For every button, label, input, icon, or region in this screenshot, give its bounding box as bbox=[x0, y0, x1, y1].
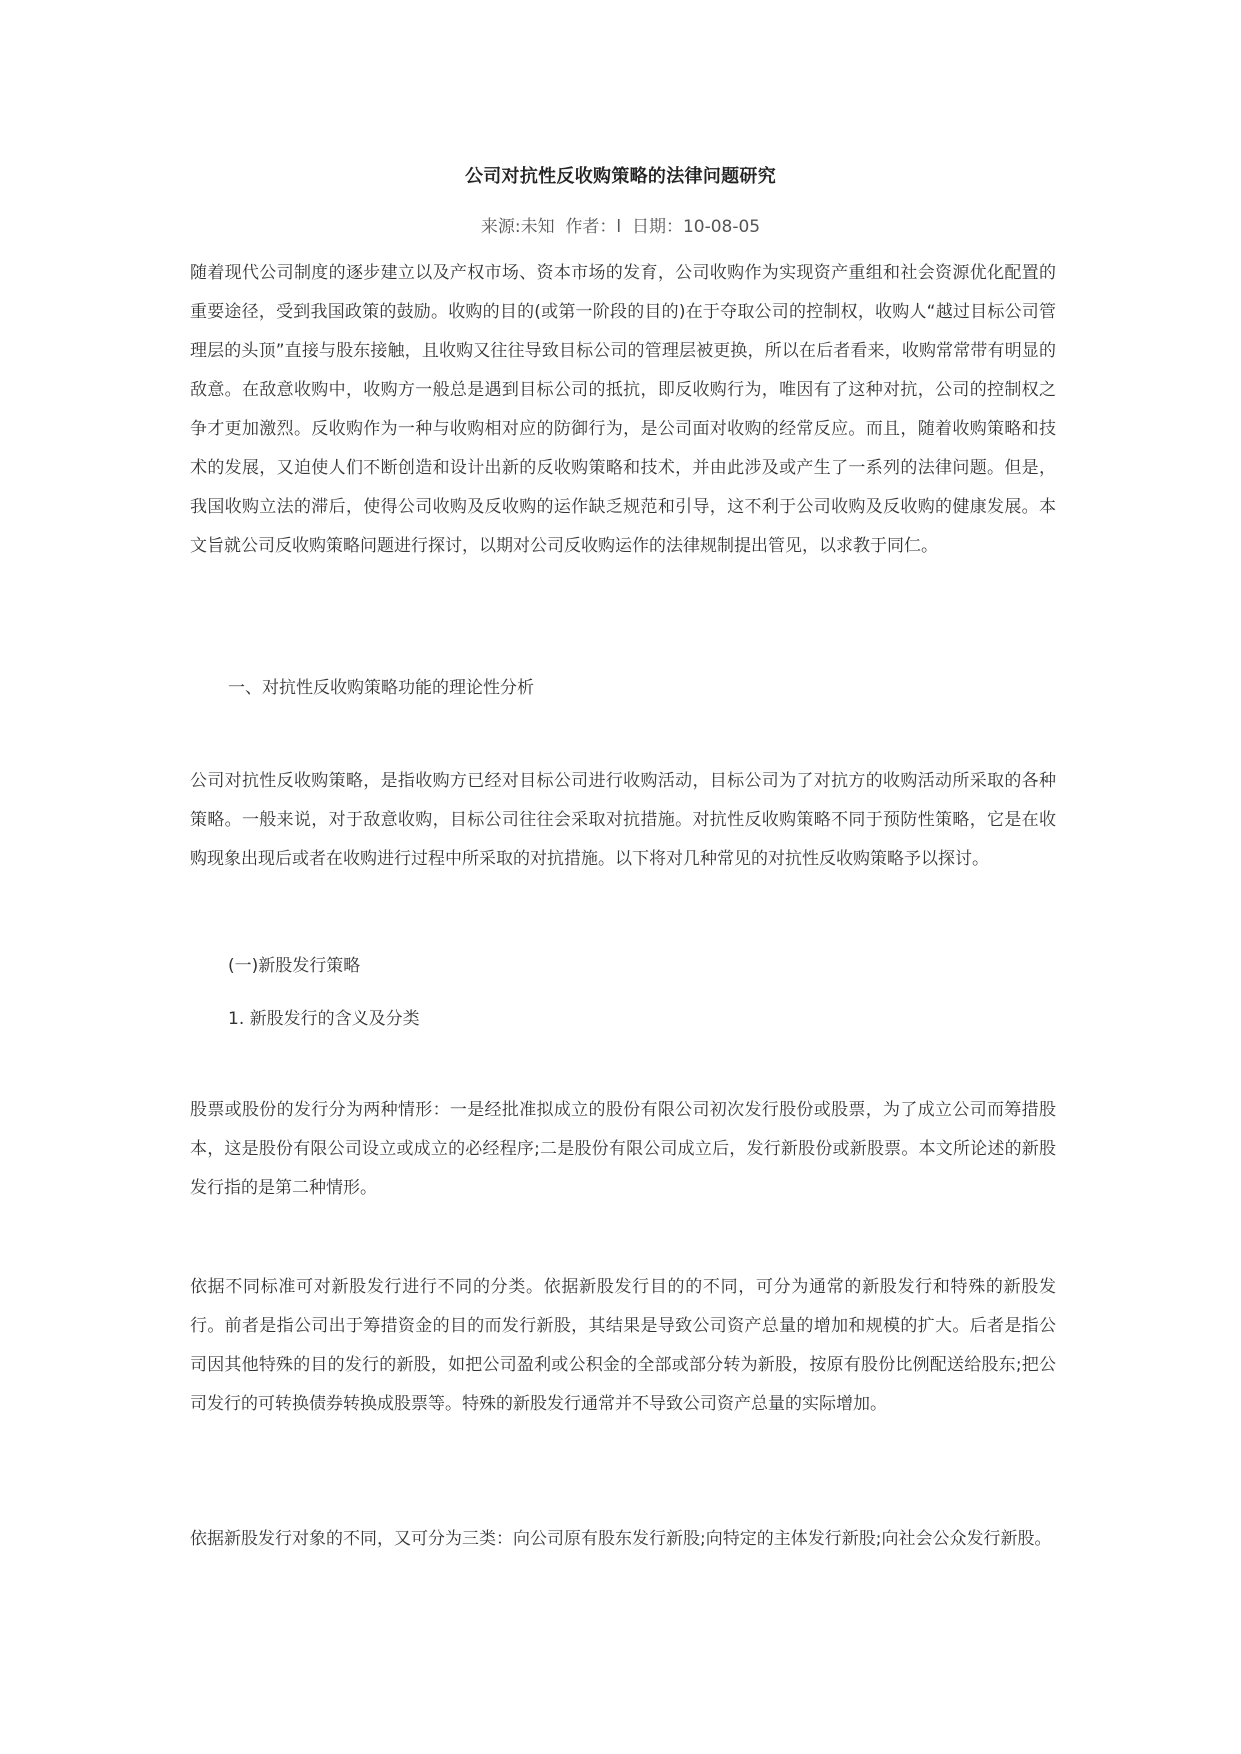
paragraph-intro: 随着现代公司制度的逐步建立以及产权市场、资本市场的发育，公司收购作为实现资产重组和社会资源优化配置的重要途径，受到我国政策的鼓励。收购的目的(或第一阶段的目的)在于夺取公司的控制权，收购人“越过目标公司管理层的头顶”直接与股东接触，且收购又往往导致目标公司的管理层被更换，所以在后者看来，收购常常带有明显的敌意。在敌意收购中，收购方一般总是遇到目标公司的抵抗，即反收购行为，唯因有了这种对抗，公司的控制权之争才更加激烈。反收购作为一种与收购相对应的防御行为，是公司面对收购的经常反应。而且，随着收购策略和技术的发展，又迫使人们不断创造和设计出新的反收购策略和技术，并由此涉及或产生了一系列的法律问题。但是，我国收购立法的滞后，使得公司收购及反收购的运作缺乏规范和引导，这不利于公司收购及反收购的健康发展。本文旨就公司反收购策略问题进行探讨，以期对公司反收购运作的法律规制提出管见，以求教于同仁。 bbox=[190, 263, 1056, 556]
meta-author: 作者：l bbox=[565, 217, 622, 237]
paragraph-issuance-targets: 依据新股发行对象的不同，又可分为三类：向公司原有股东发行新股;向特定的主体发行新股;向社会公众发行新股。 bbox=[190, 1529, 1052, 1549]
meta-source: 来源:未知 bbox=[480, 217, 555, 237]
document-title: 公司对抗性反收购策略的法律问题研究 bbox=[464, 166, 777, 187]
subsection-heading-1: (一)新股发行策略 bbox=[228, 956, 361, 976]
paragraph-issuance-types: 股票或股份的发行分为两种情形：一是经批准拟成立的股份有限公司初次发行股份或股票，为了成立公司而筹措股本，这是股份有限公司设立或成立的必经程序;二是股份有限公司成立后，发行新股份或新股票。本文所论述的新股发行指的是第二种情形。 bbox=[190, 1100, 1056, 1198]
paragraph-classification: 依据不同标准可对新股发行进行不同的分类。依据新股发行目的的不同，可分为通常的新股发行和特殊的新股发行。前者是指公司出于筹措资金的目的而发行新股，其结果是导致公司资产总量的增加和规模的扩大。后者是指公司因其他特殊的目的发行的新股，如把公司盈利或公积金的全部或部分转为新股，按原有股份比例配送给股东;把公司发行的可转换债券转换成股票等。特殊的新股发行通常并不导致公司资产总量的实际增加。 bbox=[190, 1277, 1056, 1414]
meta-date: 日期：10-08-05 bbox=[631, 217, 761, 237]
document-meta bbox=[0, 212, 1241, 237]
subsection-heading-1-1: 1. 新股发行的含义及分类 bbox=[228, 1009, 420, 1029]
section-heading-1: 一、对抗性反收购策略功能的理论性分析 bbox=[228, 678, 534, 698]
paragraph-definition: 公司对抗性反收购策略，是指收购方已经对目标公司进行收购活动，目标公司为了对抗方的收购活动所采取的各种策略。一般来说，对于敌意收购，目标公司往往会采取对抗措施。对抗性反收购策略不同于预防性策略，它是在收购现象出现后或者在收购进行过程中所采取的对抗措施。以下将对几种常见的对抗性反收购策略予以探讨。 bbox=[190, 771, 1056, 869]
